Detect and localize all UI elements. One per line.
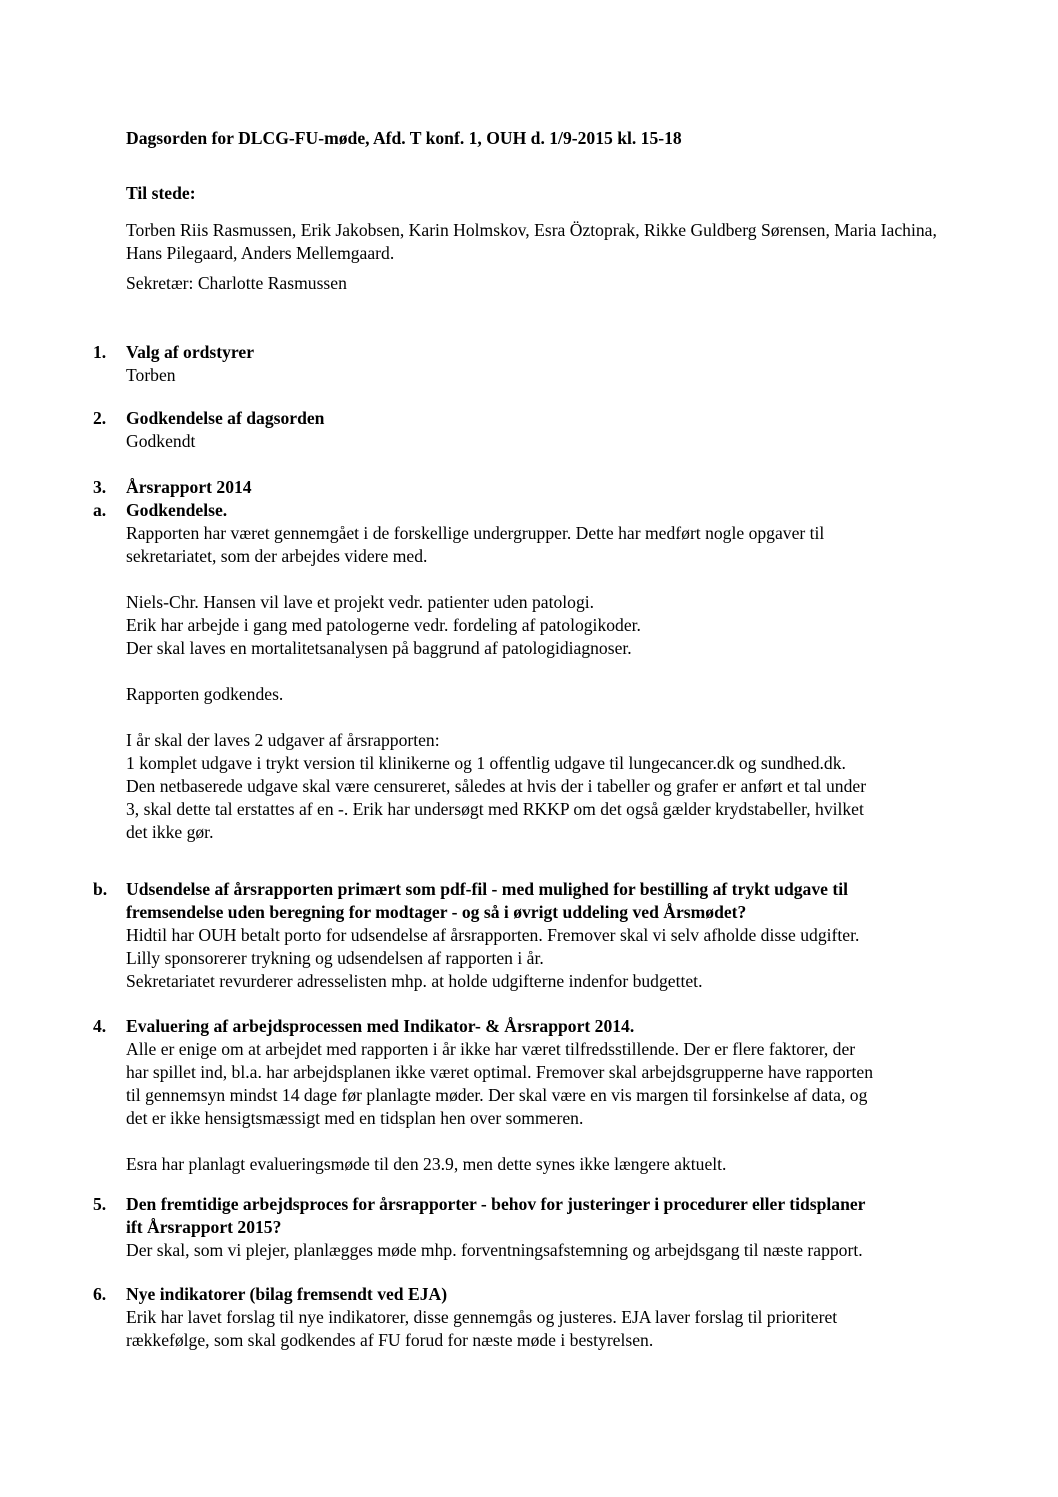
item-text-line: til gennemsyn mindst 14 dage før planlagte møder. Der skal være en vis margen til forsinkelse af data, og — [126, 1085, 868, 1105]
item-heading: Evaluering af arbejdsprocessen med Indikator- & Årsrapport 2014. — [126, 1016, 635, 1036]
item-heading-line: Den fremtidige arbejdsproces for årsrapporter - behov for justeringer i procedurer eller tidsplaner — [126, 1194, 866, 1214]
item-text-line: Der skal laves en mortalitetsanalysen på baggrund af patologidiagnoser. — [126, 638, 632, 658]
item-text-line: Erik har lavet forslag til nye indikatorer, disse gennemgås og justeres. EJA laver forslag til prioriteret — [126, 1307, 838, 1327]
agenda-item-3a — [93, 499, 973, 844]
attendee-list: Torben Riis Rasmussen, Erik Jakobsen, Karin Holmskov, Esra Öztoprak, Rikke Guldberg Sørensen, Maria Iachina, Hans Pilegaard, Anders Mellemgaard. — [126, 220, 937, 263]
agenda-item-5 — [93, 1193, 973, 1262]
item-heading: Valg af ordstyrer — [126, 342, 255, 362]
item-text-line: har spillet ind, bl.a. har arbejdsplanen ikke været optimal. Fremover skal arbejdsgrupperne have rapporten — [126, 1062, 874, 1082]
item-text-line: Lilly sponsorerer trykning og udsendelsen af rapporten i år. — [126, 948, 544, 968]
agenda-item-1 — [93, 341, 973, 387]
item-text-line: Rapporten godkendes. — [126, 684, 284, 704]
item-text-line: Niels-Chr. Hansen vil lave et projekt vedr. patienter uden patologi. — [126, 592, 595, 612]
item-text-line: rækkefølge, som skal godkendes af FU forud for næste møde i bestyrelsen. — [126, 1330, 654, 1350]
item-text-line: det er ikke hensigtsmæssigt med en tidsplan hen over sommeren. — [126, 1108, 584, 1128]
item-number: 6. — [93, 1284, 107, 1304]
item-heading-line: Udsendelse af årsrapporten primært som pdf-fil - med mulighed for bestilling af trykt udgave til — [126, 879, 848, 899]
item-text-line: sekretariatet, som der arbejdes videre med. — [126, 546, 428, 566]
item-text: Godkendt — [126, 431, 196, 451]
item-text-line: det ikke gør. — [126, 822, 214, 842]
item-heading-line: fremsendelse uden beregning for modtager - og så i øvrigt uddeling ved Årsmødet? — [126, 902, 747, 922]
item-text-line: 1 komplet udgave i trykt version til klinikerne og 1 offentlig udgave til lungecancer.dk og sundhed.dk. — [126, 753, 846, 773]
item-heading: Nye indikatorer (bilag fremsendt ved EJA) — [126, 1284, 448, 1304]
item-heading: Godkendelse. — [126, 500, 228, 520]
agenda-item-3 — [93, 476, 973, 499]
present-heading: Til stede: — [126, 183, 196, 203]
item-number: 1. — [93, 342, 107, 362]
item-text-line: Rapporten har været gennemgået i de forskellige undergrupper. Dette har medført nogle opgaver til — [126, 523, 825, 543]
document-title: Dagsorden for DLCG-FU-møde, Afd. T konf. 1, OUH d. 1/9-2015 kl. 15-18 — [126, 128, 682, 148]
agenda-item-6 — [93, 1283, 973, 1352]
item-number: 4. — [93, 1016, 107, 1036]
item-text-line: Hidtil har OUH betalt porto for udsendelse af årsrapporten. Fremover skal vi selv afholde disse udgifter. — [126, 925, 860, 945]
item-number: a. — [93, 500, 107, 520]
item-heading: Godkendelse af dagsorden — [126, 408, 325, 428]
item-text-line: 3, skal dette tal erstattes af en -. Erik har undersøgt med RKKP om det også gælder krydstabeller, hvilket — [126, 799, 864, 819]
item-number: b. — [93, 879, 108, 899]
item-heading-line: ift Årsrapport 2015? — [126, 1217, 282, 1237]
agenda-item-3b — [93, 878, 973, 993]
item-text-line: I år skal der laves 2 udgaver af årsrapporten: — [126, 730, 440, 750]
item-text-line: Esra har planlagt evalueringsmøde til den 23.9, men dette synes ikke længere aktuelt. — [126, 1154, 727, 1174]
item-text-line: Alle er enige om at arbejdet med rapporten i år ikke har været tilfredsstillende. Der er flere faktorer, der — [126, 1039, 856, 1059]
item-text: Torben — [126, 365, 176, 385]
agenda-item-4 — [93, 1015, 973, 1176]
secretary-line: Sekretær: Charlotte Rasmussen — [126, 273, 347, 293]
item-number: 5. — [93, 1194, 107, 1214]
item-text-line: Der skal, som vi plejer, planlægges møde mhp. forventningsafstemning og arbejdsgang til næste rapport. — [126, 1240, 863, 1260]
item-text-line: Sekretariatet revurderer adresselisten mhp. at holde udgifterne indenfor budgettet. — [126, 971, 703, 991]
item-text-line: Den netbaserede udgave skal være censureret, således at hvis der i tabeller og grafer er anført et tal under — [126, 776, 867, 796]
item-text-line: Erik har arbejde i gang med patologerne vedr. fordeling af patologikoder. — [126, 615, 641, 635]
item-number: 2. — [93, 408, 107, 428]
item-heading: Årsrapport 2014 — [126, 477, 252, 497]
agenda-item-2 — [93, 407, 973, 453]
item-number: 3. — [93, 477, 107, 497]
